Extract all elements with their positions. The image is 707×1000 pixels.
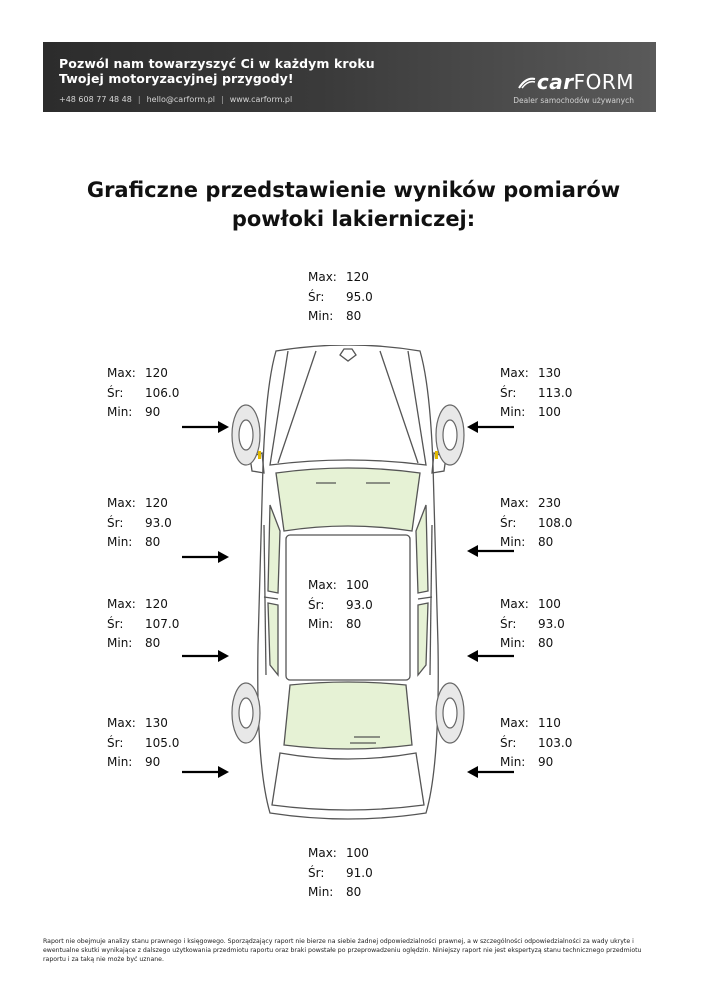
logo-car-text: car xyxy=(536,70,574,94)
logo-form-text: FORM xyxy=(573,70,634,94)
readout-right-rear xyxy=(500,714,572,773)
header-line-1: Pozwól nam towarzyszyć Ci w każdym kroku xyxy=(59,56,375,71)
trunk-avg: 91.0 xyxy=(346,865,373,880)
hood-emblem-icon xyxy=(340,349,356,361)
windshield xyxy=(276,468,420,531)
min-label: Min: xyxy=(500,636,526,650)
min-label: Min: xyxy=(107,535,133,549)
right-front-window xyxy=(416,505,428,593)
logo-subtitle: Dealer samochodów używanych xyxy=(513,96,634,105)
readout-left-door-rear xyxy=(107,595,179,654)
max-label: Max: xyxy=(500,366,529,380)
left-front-max: 120 xyxy=(145,366,168,380)
arrow-right-icon xyxy=(182,649,230,663)
arrow-right-icon xyxy=(182,765,230,779)
right-door1-max: 230 xyxy=(538,496,561,510)
readout-right-front xyxy=(500,364,572,423)
left-door2-min: 80 xyxy=(145,636,161,650)
avg-label: Śr: xyxy=(500,515,517,530)
max-label: Max: xyxy=(500,716,529,730)
roof-avg: 93.0 xyxy=(346,597,373,612)
arrow-left-icon xyxy=(466,420,514,434)
right-door2-max: 100 xyxy=(538,597,561,611)
right-rear-window xyxy=(418,603,428,675)
logo-swoosh-icon xyxy=(518,77,536,89)
hood-max: 120 xyxy=(346,270,369,284)
footer-disclaimer: Raport nie obejmuje analizy stanu prawnego i księgowego. Sporządzający raport nie bierze na siebie żadnej odpowiedzialności prawnej, a w szczególności odpowiedzialności za wady ukryte i ewentualne skutki wynikające z dalszego użytkowania przedmiotu raportu oraz braki powstałe po przeprowadzeniu oględzin. Niniejszy raport nie jest ekspertyzą stanu technicznego przedmiotu raportu i za taką nie może być uznane. xyxy=(43,938,642,963)
hood-panel xyxy=(270,351,426,465)
left-front-avg: 106.0 xyxy=(145,385,180,400)
left-front-window xyxy=(268,505,280,593)
max-label: Max: xyxy=(107,366,136,380)
max-label: Max: xyxy=(308,578,337,592)
header-banner xyxy=(43,42,656,112)
avg-label: Śr: xyxy=(107,515,124,530)
left-door1-max: 120 xyxy=(145,496,168,510)
readout-trunk xyxy=(308,844,373,903)
arrow-right-icon xyxy=(182,550,230,564)
right-door2-avg: 93.0 xyxy=(538,616,565,631)
right-door1-min: 80 xyxy=(538,535,554,549)
max-label: Max: xyxy=(107,597,136,611)
readout-right-door-rear xyxy=(500,595,565,654)
page-title-line-2: powłoki lakierniczej: xyxy=(231,207,476,231)
trunk-min: 80 xyxy=(346,885,362,899)
trunk-panel xyxy=(272,753,424,810)
arrow-right-icon xyxy=(182,420,230,434)
arrow-left-icon xyxy=(466,544,514,558)
right-rear-max: 110 xyxy=(538,716,561,730)
min-label: Min: xyxy=(308,617,334,631)
max-label: Max: xyxy=(308,270,337,284)
min-label: Min: xyxy=(308,309,334,323)
readout-hood xyxy=(308,268,373,327)
right-front-max: 130 xyxy=(538,366,561,380)
right-rear-avg: 103.0 xyxy=(538,735,573,750)
right-front-avg: 113.0 xyxy=(538,385,573,400)
readout-left-front xyxy=(107,364,179,423)
min-label: Min: xyxy=(308,885,334,899)
left-rear-min: 90 xyxy=(145,755,161,769)
page-title-line-1: Graficzne przedstawienie wyników pomiarów xyxy=(86,178,621,202)
roof-panel xyxy=(286,535,410,680)
email-link[interactable]: hello@carform.pl xyxy=(146,95,215,104)
phone-text[interactable]: +48 608 77 48 48 xyxy=(59,95,132,104)
left-door1-avg: 93.0 xyxy=(145,515,172,530)
hood-avg: 95.0 xyxy=(346,289,373,304)
car-diagram xyxy=(228,345,468,825)
min-label: Min: xyxy=(500,755,526,769)
avg-label: Śr: xyxy=(107,735,124,750)
roof-min: 80 xyxy=(346,617,362,631)
website-link[interactable]: www.carform.pl xyxy=(229,95,293,104)
max-label: Max: xyxy=(500,597,529,611)
min-label: Min: xyxy=(107,755,133,769)
left-rear-window xyxy=(268,603,278,675)
max-label: Max: xyxy=(107,716,136,730)
right-rear-min: 90 xyxy=(538,755,554,769)
readout-left-rear xyxy=(107,714,179,773)
right-front-min: 100 xyxy=(538,405,561,419)
left-door2-max: 120 xyxy=(145,597,168,611)
roof-max: 100 xyxy=(346,578,369,592)
avg-label: Śr: xyxy=(308,597,325,612)
max-label: Max: xyxy=(500,496,529,510)
avg-label: Śr: xyxy=(107,616,124,631)
right-door2-min: 80 xyxy=(538,636,554,650)
arrow-left-icon xyxy=(466,765,514,779)
trunk-max: 100 xyxy=(346,846,369,860)
left-door2-avg: 107.0 xyxy=(145,616,180,631)
left-rear-avg: 105.0 xyxy=(145,735,180,750)
left-door1-min: 80 xyxy=(145,535,161,549)
carform-logo xyxy=(518,70,634,94)
rear-window xyxy=(284,682,412,749)
separator: | xyxy=(221,95,224,104)
avg-label: Śr: xyxy=(308,865,325,880)
header-line-2: Twojej motoryzacyjnej przygody! xyxy=(59,71,294,86)
avg-label: Śr: xyxy=(500,385,517,400)
contact-row xyxy=(59,95,292,104)
min-label: Min: xyxy=(500,535,526,549)
readout-left-door-front xyxy=(107,494,172,553)
max-label: Max: xyxy=(107,496,136,510)
avg-label: Śr: xyxy=(500,735,517,750)
min-label: Min: xyxy=(500,405,526,419)
left-rear-max: 130 xyxy=(145,716,168,730)
avg-label: Śr: xyxy=(500,616,517,631)
right-door1-avg: 108.0 xyxy=(538,515,573,530)
avg-label: Śr: xyxy=(107,385,124,400)
max-label: Max: xyxy=(308,846,337,860)
left-front-min: 90 xyxy=(145,405,161,419)
min-label: Min: xyxy=(107,405,133,419)
avg-label: Śr: xyxy=(308,289,325,304)
arrow-left-icon xyxy=(466,649,514,663)
min-label: Min: xyxy=(107,636,133,650)
hood-min: 80 xyxy=(346,309,362,323)
separator: | xyxy=(137,95,141,104)
